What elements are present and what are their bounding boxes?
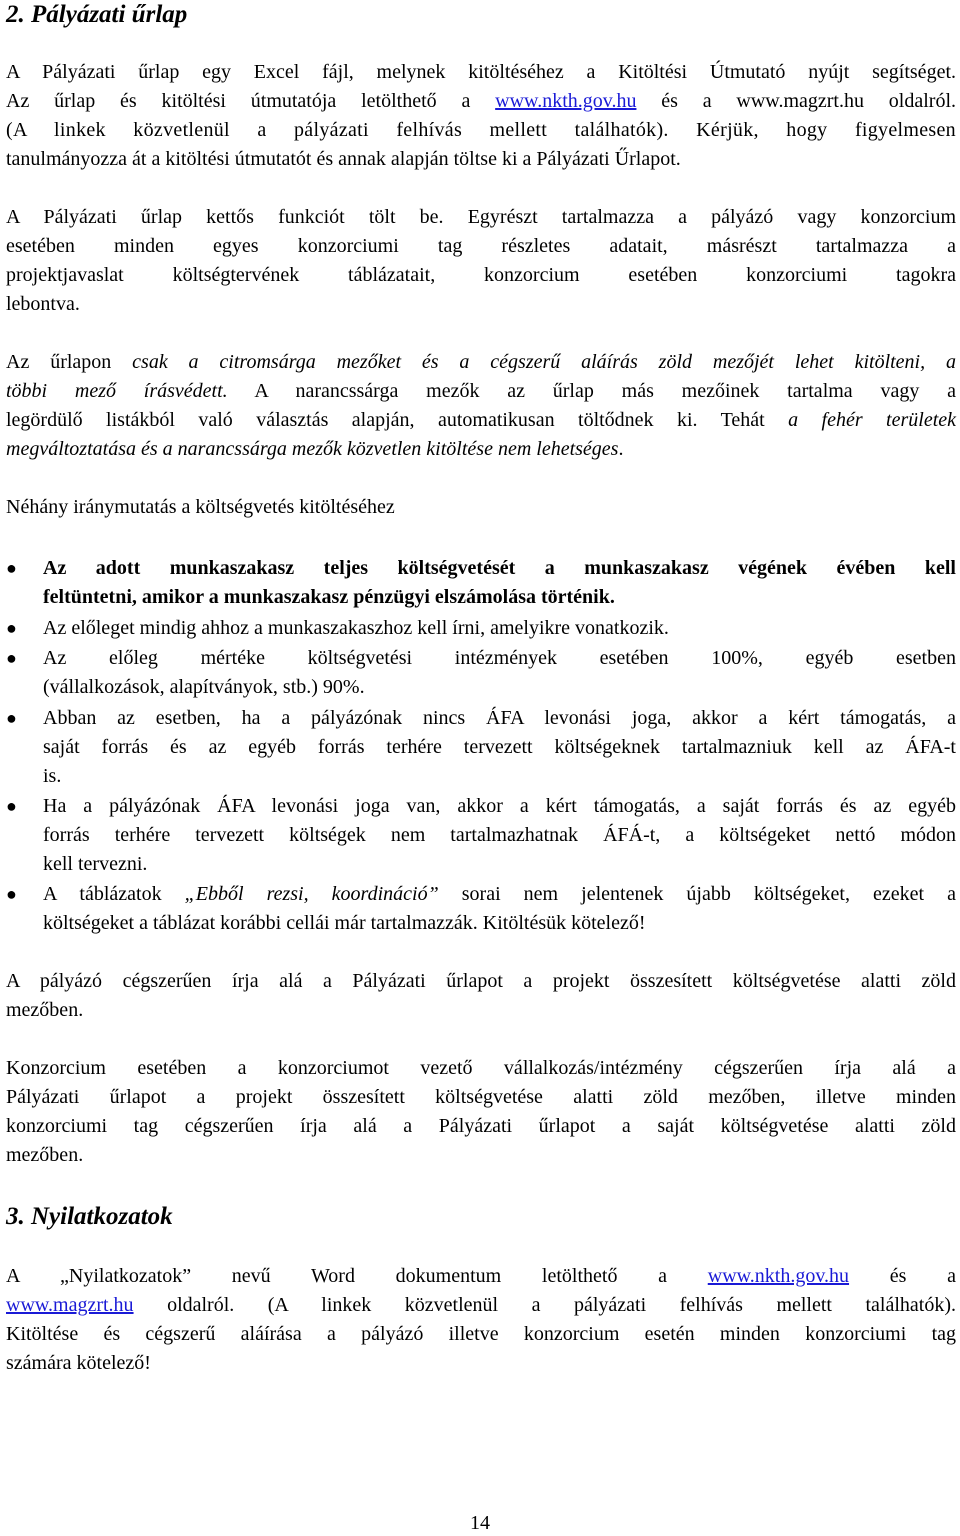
bullet-text (43, 554, 956, 612)
intro-paragraph (6, 58, 956, 174)
bullet-icon: ● (6, 884, 17, 904)
declarations-paragraph (6, 1262, 956, 1378)
text-line: Az előleg mértéke költségvetési intézmények esetében 100%, egyéb esetben (43, 647, 956, 669)
text-span: A „Nyilatkozatok” nevű Word dokumentum letölthető a (6, 1265, 708, 1287)
nkth-link[interactable]: www.nkth.gov.hu (707, 1265, 850, 1287)
italic-text: többi mező írásvédett. (6, 380, 228, 402)
page-number: 14 (470, 1512, 490, 1534)
text-line: konzorciumi tag cégszerűen írja alá a Pályázati űrlapot a saját költségvetése alatti zöld (6, 1115, 956, 1137)
bullet-text (43, 704, 956, 791)
text-line: Ha a pályázónak ÁFA levonási joga van, akkor a kért támogatás, a saját forrás és az egyéb (43, 795, 956, 817)
italic-text: „Ebből rezsi, koordináció” (184, 883, 439, 905)
bullet-text (43, 880, 956, 938)
text-line: Az adott munkaszakasz teljes költségvetését a munkaszakasz végének évében kell (43, 557, 956, 579)
text-line: Az előleget mindig ahhoz a munkaszakaszhoz kell írni, amelyikre vonatkozik. (43, 617, 669, 639)
bullet-text (43, 644, 956, 702)
text-span: legördülő listákból való választás alapján, automatikusan töltődnek ki. Tehát (6, 409, 789, 431)
text-line (6, 348, 956, 377)
text-line (6, 377, 956, 406)
text-line: költségeket a táblázat korábbi cellái már tartalmazzák. Kitöltésük kötelező! (43, 912, 646, 934)
consortium-paragraph (6, 1054, 956, 1170)
text-line: mezőben. (6, 999, 84, 1021)
text-span: és a (849, 1265, 956, 1287)
text-line: Kitöltése és cégszerű aláírása a pályázó illetve konzorcium esetén minden konzorciumi tag (6, 1323, 956, 1345)
signature-paragraph (6, 967, 956, 1025)
bullet-icon: ● (6, 648, 17, 668)
italic-text: csak a citromsárga mezőket és a cégszerű aláírás zöld mezőjét lehet kitölteni, a (132, 351, 956, 373)
text-line (6, 406, 956, 435)
text-span: oldalról. (A linkek közvetlenül a pályázati felhívás mellett találhatók). (133, 1294, 956, 1316)
bullet-icon: ● (6, 796, 17, 816)
text-span: és a www.magzrt.hu oldalról. (636, 90, 957, 112)
text-span: Az űrlapon (6, 351, 133, 373)
italic-text: megváltoztatása és a narancssárga mezők közvetlen kitöltése nem lehetséges (6, 438, 619, 460)
dual-function-paragraph (6, 203, 956, 319)
text-line: A pályázó cégszerűen írja alá a Pályázati űrlapot a projekt összesített költségvetése alatti zöld (6, 970, 956, 992)
text-line (43, 880, 956, 909)
text-span: A narancssárga mezők az űrlap más mezőinek tartalma vagy a (227, 380, 956, 402)
text-span: A táblázatok (43, 883, 185, 905)
text-line (6, 87, 956, 116)
magzrt-link[interactable]: www.magzrt.hu (6, 1294, 134, 1316)
text-line: A Pályázati űrlap egy Excel fájl, melynek kitöltéséhez a Kitöltési Útmutató nyújt segítséget. (6, 61, 956, 83)
text-line: is. (43, 765, 62, 787)
text-line: (A linkek közvetlenül a pályázati felhívás mellett találhatók). Kérjük, hogy figyelmesen (6, 119, 956, 141)
text-line (6, 435, 956, 464)
text-line: (vállalkozások, alapítványok, stb.) 90%. (43, 676, 365, 698)
bullet-icon: ● (6, 708, 17, 728)
text-span: Az űrlap és kitöltési útmutatója letölthető a (6, 90, 496, 112)
bullet-icon: ● (6, 618, 17, 638)
text-line: lebontva. (6, 293, 80, 315)
text-span: sorai nem jelentenek újabb költségeket, ezeket a (438, 883, 956, 905)
text-line (6, 1291, 956, 1320)
bullet-text (43, 792, 956, 879)
nkth-link[interactable]: www.nkth.gov.hu (495, 90, 637, 112)
field-rules-paragraph (6, 348, 956, 464)
text-line: számára kötelező! (6, 1352, 151, 1374)
text-line: esetében minden egyes konzorciumi tag részletes adatait, másrészt tartalmazza a (6, 235, 956, 257)
section-2-heading: 2. Pályázati űrlap (6, 1, 188, 28)
text-line (6, 1262, 956, 1291)
text-line: projektjavaslat költségtervének táblázatait, konzorcium esetében konzorciumi tagokra (6, 264, 956, 286)
bullet-icon: ● (6, 558, 17, 578)
guidance-intro (6, 493, 956, 522)
text-line: tanulmányozza át a kitöltési útmutatót és annak alapján töltse ki a Pályázati Űrlapot. (6, 148, 681, 170)
text-line: Pályázati űrlapot a projekt összesített költségvetése alatti zöld mezőben, illetve minden (6, 1086, 956, 1108)
text-span: . (618, 438, 624, 460)
text-line: Konzorcium esetében a konzorciumot vezető vállalkozás/intézmény cégszerűen írja alá a (6, 1057, 956, 1079)
text-line: saját forrás és az egyéb forrás terhére tervezett költségeknek tartalmazniuk kell az ÁFA-t (43, 736, 956, 758)
text-line: feltüntetni, amikor a munkaszakasz pénzügyi elszámolása történik. (43, 586, 615, 608)
text-line: kell tervezni. (43, 853, 148, 875)
bullet-text (43, 614, 956, 643)
text-line: Abban az esetben, ha a pályázónak nincs ÁFA levonási joga, akkor a kért támogatás, a (43, 707, 956, 729)
text-line: mezőben. (6, 1144, 84, 1166)
italic-text: a fehér területek (788, 409, 957, 431)
section-3-heading: 3. Nyilatkozatok (6, 1203, 173, 1230)
text-line: Néhány iránymutatás a költségvetés kitöltéséhez (6, 496, 395, 518)
text-line: forrás terhére tervezett költségek nem tartalmazhatnak ÁFÁ-t, a költségeket nettó módon (43, 824, 956, 846)
text-line: A Pályázati űrlap kettős funkciót tölt be. Egyrészt tartalmazza a pályázó vagy konzorcium (6, 206, 956, 228)
